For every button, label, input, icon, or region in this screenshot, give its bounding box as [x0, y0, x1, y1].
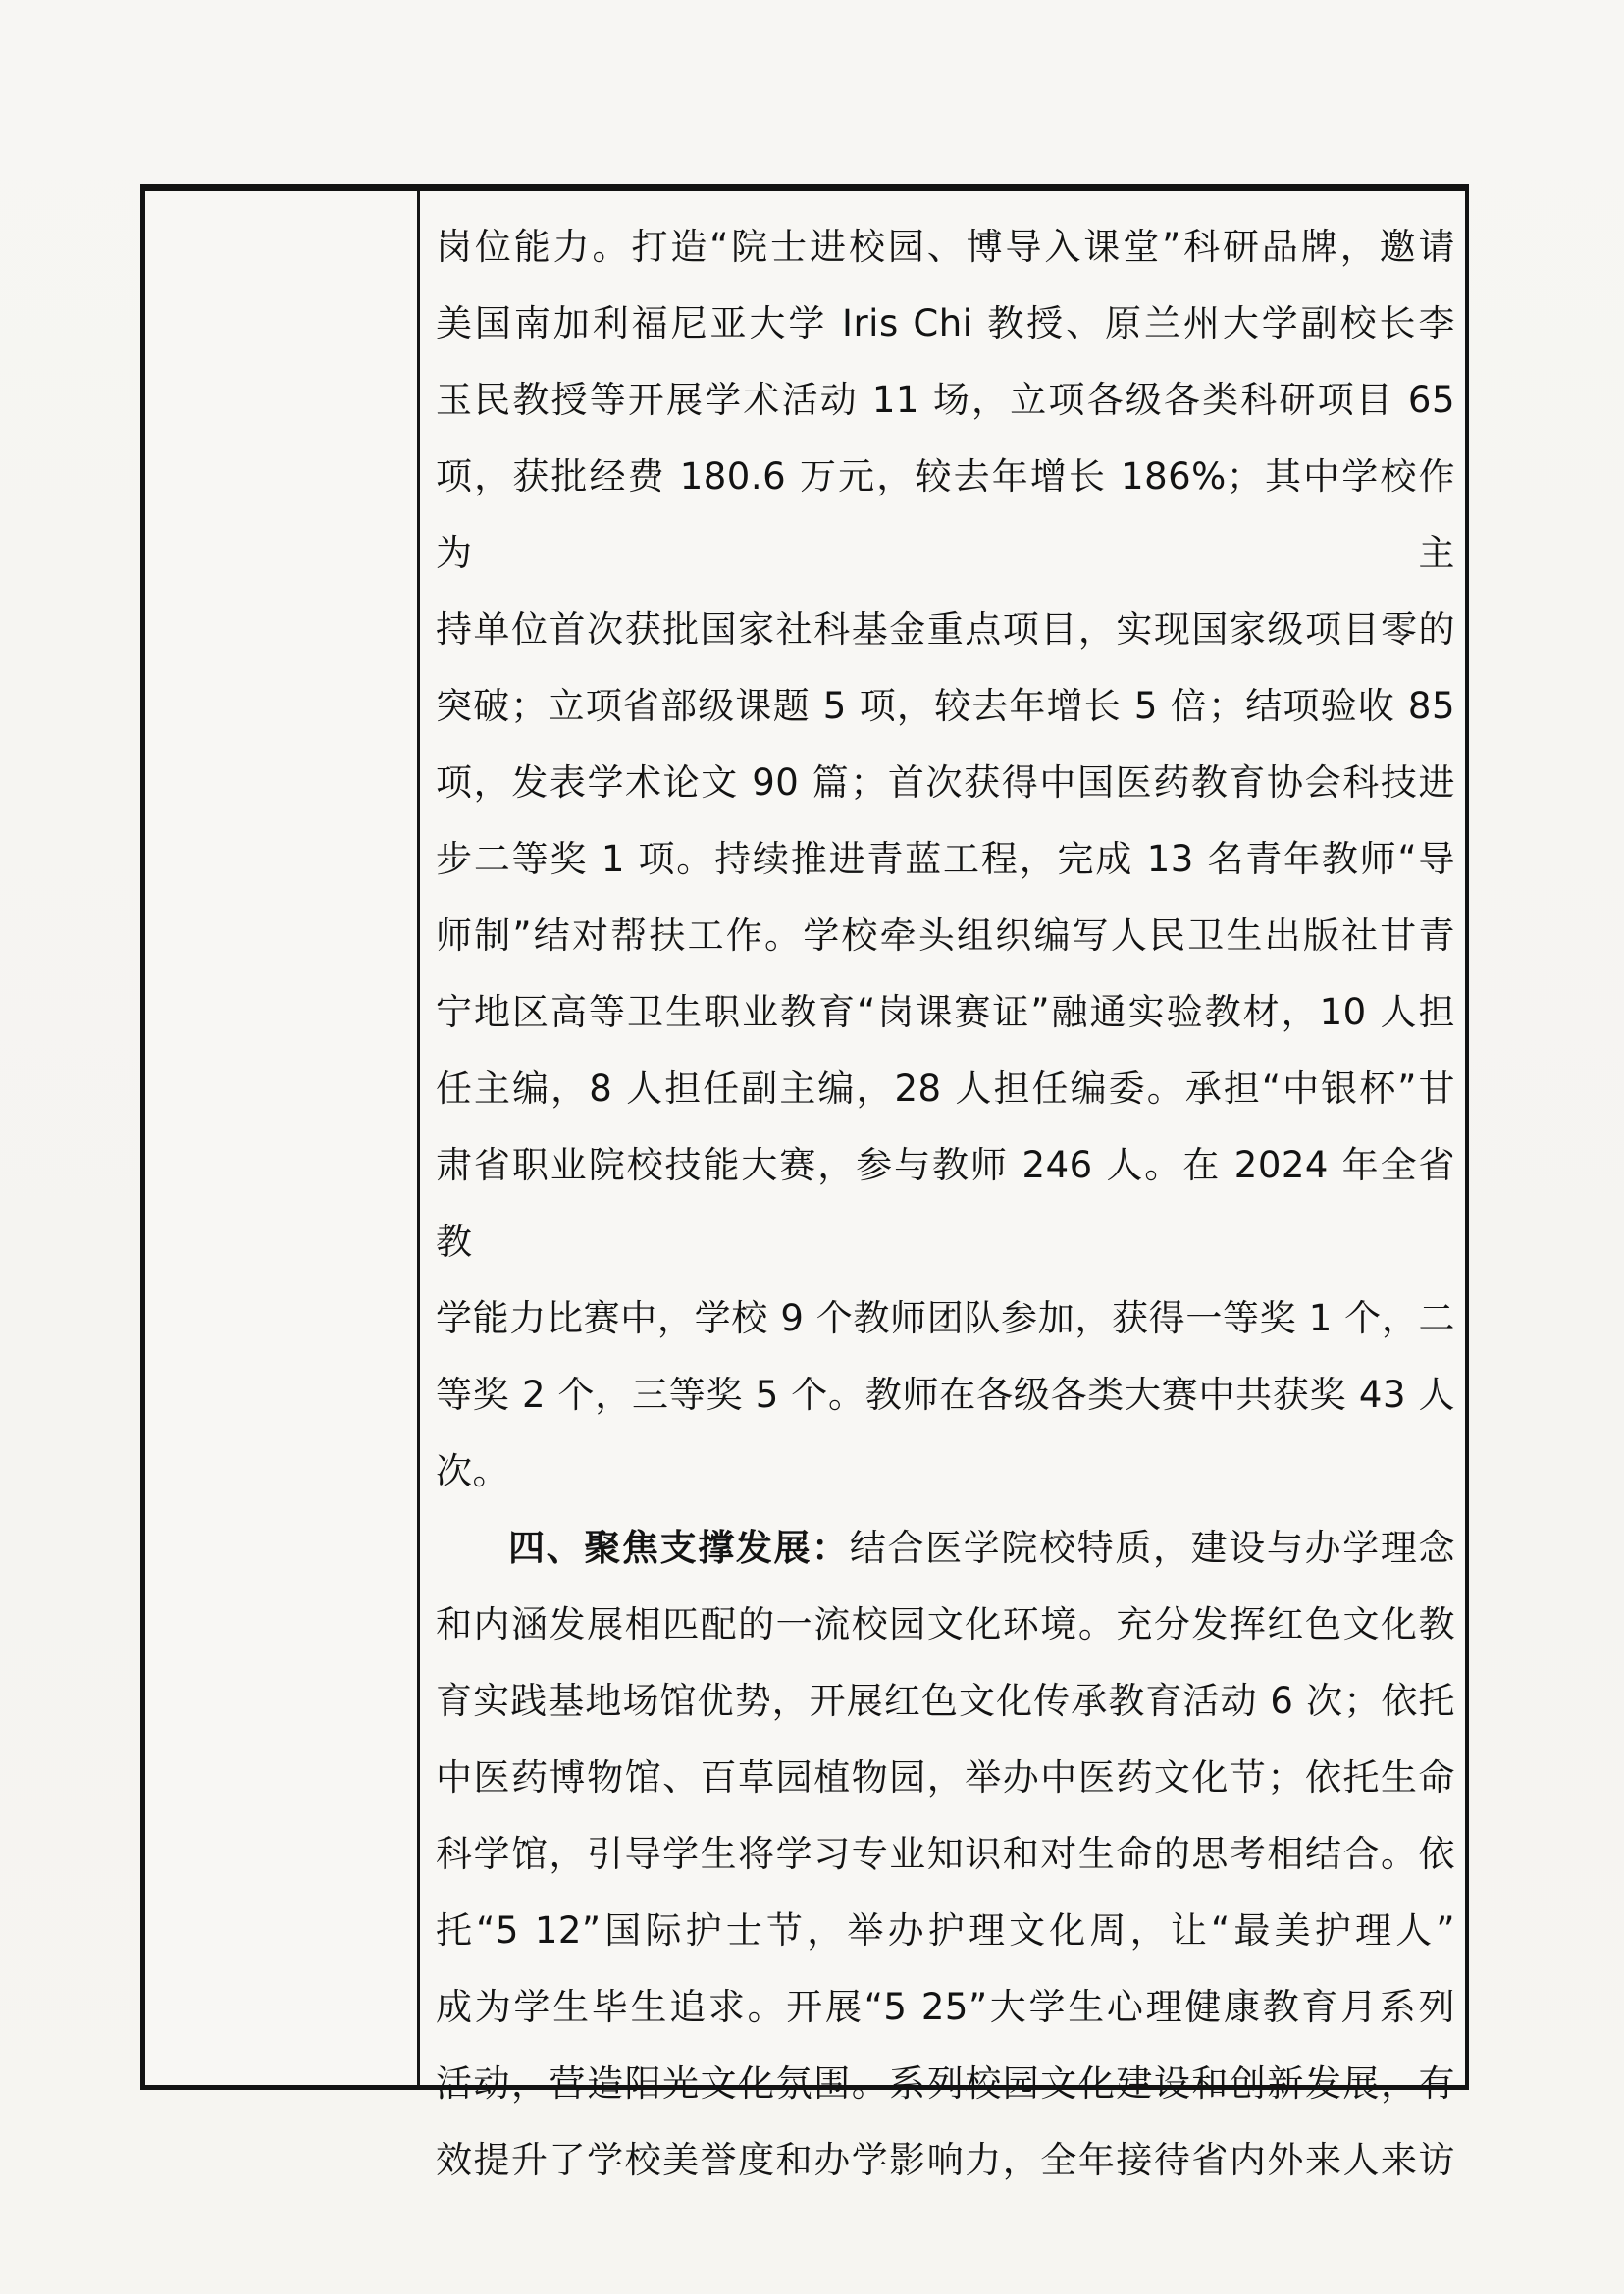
section-heading-label: 四、聚焦支撑发展：	[508, 1527, 850, 1569]
text-line: 美国南加利福尼亚大学 Iris Chi 教授、原兰州大学副校长李	[436, 302, 1455, 344]
text-line: 肃省职业院校技能大赛，参与教师 246 人。在 2024 年全省教	[436, 1144, 1455, 1263]
text-line: 中医药博物馆、百草园植物园，举办中医药文化节；依托生命	[436, 1756, 1455, 1799]
text-line: 活动，营造阳光文化氛围。系列校园文化建设和创新发展，有	[436, 2062, 1455, 2105]
text-line: 突破；立项省部级课题 5 项，较去年增长 5 倍；结项验收 85	[436, 685, 1455, 727]
text-line: 师制”结对帮扶工作。学校牵头组织编写人民卫生出版社甘青	[436, 914, 1455, 957]
text-line-section-heading	[436, 1510, 1455, 1587]
text-line: 玉民教授等开展学术活动 11 场，立项各级各类科研项目 65	[436, 379, 1455, 421]
paragraph-section-four	[436, 1510, 1455, 2199]
text-line: 科学馆，引导学生将学习专业知识和对生命的思考相结合。依	[436, 1833, 1455, 1875]
report-table	[140, 184, 1469, 2181]
text-line: 宁地区高等卫生职业教育“岗课赛证”融通实验教材，10 人担	[436, 991, 1455, 1033]
text-line: 持单位首次获批国家社科基金重点项目，实现国家级项目零的	[436, 608, 1455, 651]
text-line: 项，发表学术论文 90 篇；首次获得中国医药教育协会科技进	[436, 761, 1455, 804]
text-line: 和内涵发展相匹配的一流校园文化环境。充分发挥红色文化教	[436, 1603, 1455, 1645]
paragraph-continued	[436, 209, 1455, 1510]
text-line: 效提升了学校美誉度和办学影响力，全年接待省内外来人来访	[436, 2139, 1455, 2181]
table-content-cell	[420, 191, 1465, 2181]
text-line: 育实践基地场馆优势，开展红色文化传承教育活动 6 次；依托	[436, 1680, 1455, 1722]
section-heading-rest: 结合医学院校特质，建设与办学理念	[849, 1527, 1455, 1569]
text-line: 项，获批经费 180.6 万元，较去年增长 186%；其中学校作为主	[436, 455, 1455, 574]
text-line: 成为学生毕生追求。开展“5 25”大学生心理健康教育月系列	[436, 1986, 1455, 2028]
text-line: 次。	[436, 1450, 509, 1492]
table-label-cell	[145, 191, 420, 2085]
text-line: 托“5 12”国际护士节，举办护理文化周，让“最美护理人”	[436, 1909, 1455, 1952]
text-line: 等奖 2 个，三等奖 5 个。教师在各级各类大赛中共获奖 43 人	[436, 1374, 1455, 1416]
text-line: 步二等奖 1 项。持续推进青蓝工程，完成 13 名青年教师“导	[436, 838, 1455, 880]
text-line: 任主编，8 人担任副主编，28 人担任编委。承担“中银杯”甘	[436, 1068, 1455, 1110]
text-line: 学能力比赛中，学校 9 个教师团队参加，获得一等奖 1 个，二	[436, 1297, 1455, 1339]
text-line: 岗位能力。打造“院士进校园、博导入课堂”科研品牌，邀请	[436, 226, 1455, 268]
